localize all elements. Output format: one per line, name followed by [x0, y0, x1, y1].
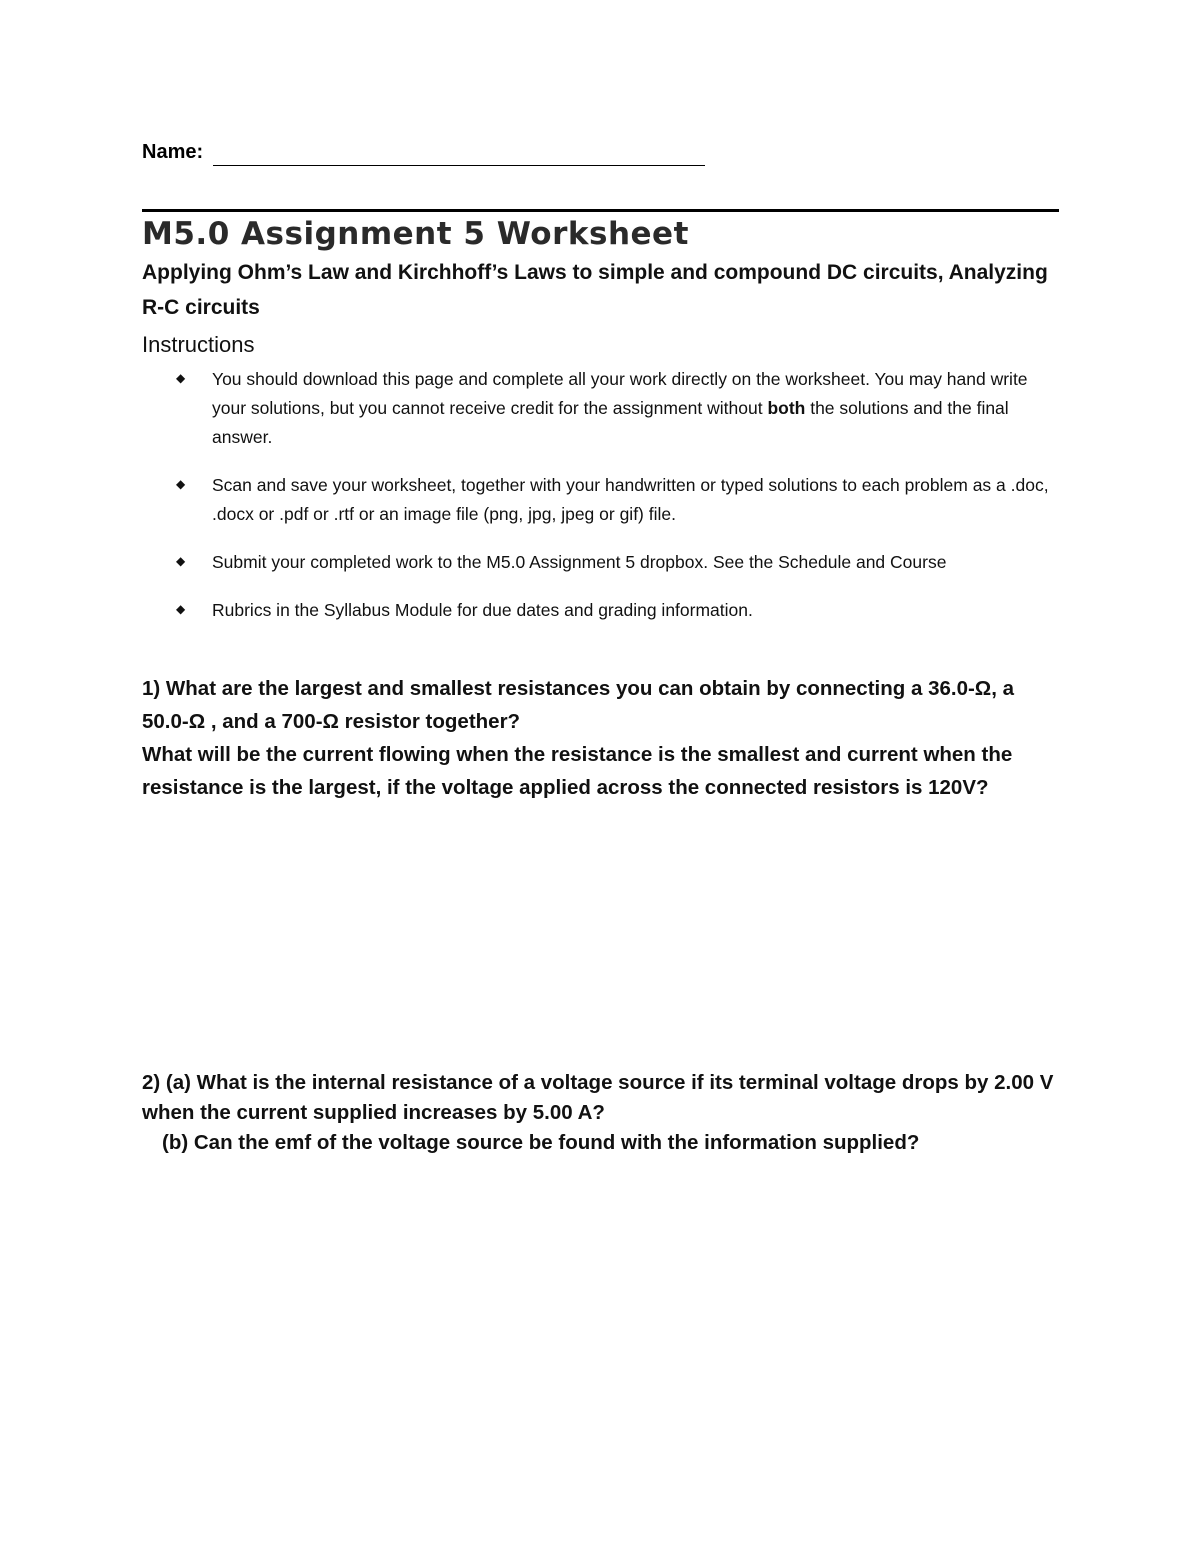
instructions-list [142, 365, 1062, 644]
diamond-bullet-icon: ◆ [176, 477, 186, 491]
diamond-bullet-icon: ◆ [176, 602, 186, 616]
name-row [142, 138, 705, 166]
question-1-part-1: 1) What are the largest and smallest resistances you can obtain by connecting a 36.0-Ω, a 50.0-Ω , and a 700-Ω resistor together? [142, 677, 1015, 733]
instruction-item [142, 365, 1062, 452]
instruction-text: Rubrics in the Syllabus Module for due dates and grading information. [212, 600, 753, 620]
instruction-item [142, 471, 1062, 529]
question-1 [142, 672, 1057, 804]
diamond-bullet-icon: ◆ [176, 554, 186, 568]
instruction-text: Scan and save your worksheet, together with your handwritten or typed solutions to each problem as a .doc, .docx or .pdf or .rtf or an image file (png, jpg, jpeg or gif) file. [212, 475, 1049, 524]
question-2-part-b: (b) Can the emf of the voltage source be found with the information supplied? [162, 1131, 920, 1154]
instruction-text: You should download this page and complete all your work directly on the worksheet. You may hand write your solutions, but you cannot receive credit for the assignment without [212, 369, 1028, 418]
question-2-part-a: 2) (a) What is the internal resistance of a voltage source if its terminal voltage drops by 2.00 V when the current supplied increases by 5.00 A? [142, 1071, 1054, 1124]
instruction-text: Submit your completed work to the M5.0 Assignment 5 dropbox. See the Schedule and Course [212, 552, 947, 572]
instruction-item [142, 596, 1062, 625]
diamond-bullet-icon: ◆ [176, 371, 186, 385]
page-title: M5.0 Assignment 5 Worksheet [142, 216, 689, 252]
instruction-emphasis: both [767, 398, 806, 418]
page-subtitle: Applying Ohm’s Law and Kirchhoff’s Laws to simple and compound DC circuits, Analyzing R-C circuits [142, 261, 1048, 319]
instruction-text-end: the solutions and the final answer. [212, 398, 1009, 447]
header-divider [142, 209, 1059, 212]
name-label: Name: [142, 141, 204, 163]
instruction-item [142, 548, 1062, 577]
instructions-heading: Instructions [142, 332, 255, 357]
question-1-part-2: What will be the current flowing when the resistance is the smallest and current when the resistance is the largest, if the voltage applied across the connected resistors is 120V? [142, 743, 1013, 799]
question-2 [142, 1068, 1057, 1158]
name-blank-line [213, 143, 705, 166]
